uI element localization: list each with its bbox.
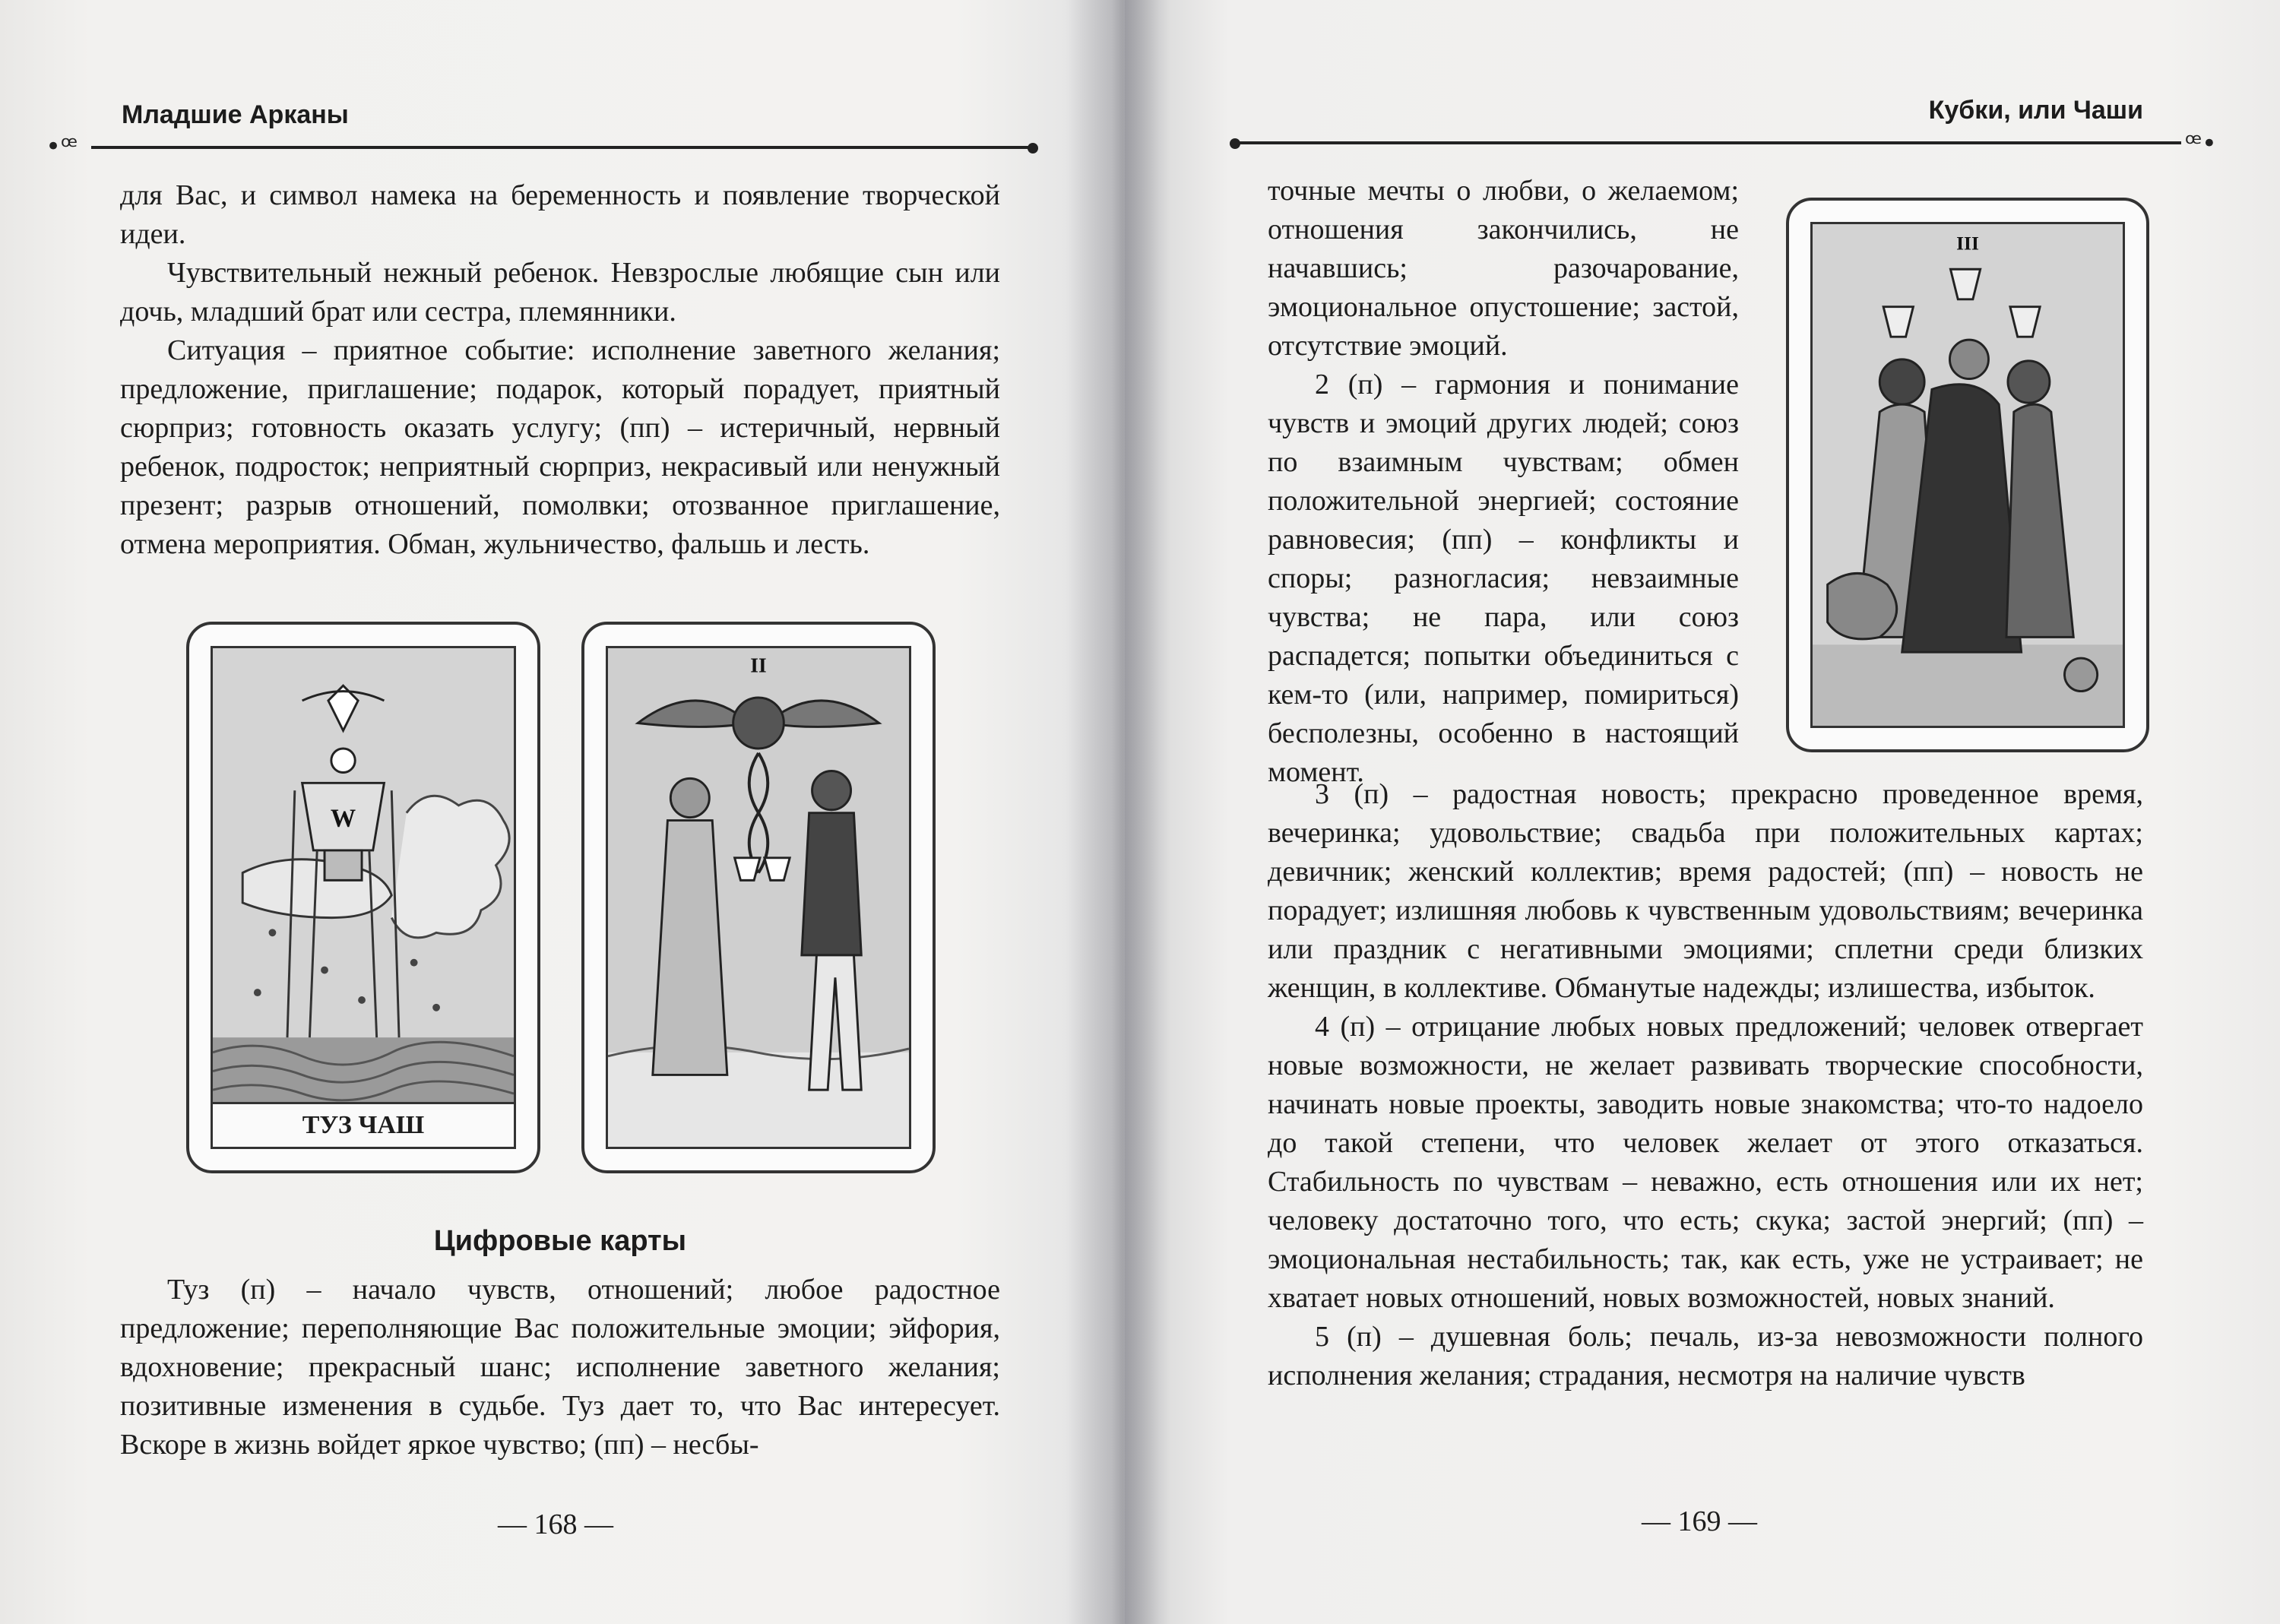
paragraph: Чувствительный нежный ребенок. Невзрослые любящие сын или дочь, младший брат или сестра, племянники. [120,257,1000,328]
card-illustration [606,646,911,1149]
tarot-card-ace-of-cups [186,622,540,1173]
running-head: Кубки, или Чаши [1928,96,2143,125]
running-head: Младшие Арканы [122,100,349,129]
paragraph: 5 (п) – душевная боль; печаль, из-за невозможности полного исполнения желания; страдания, несмотря на наличие чувств [1268,1321,2143,1391]
body-text-bottom [120,1271,1000,1464]
ornament-scroll-icon: ꟹ• [2185,128,2217,159]
header-rule [1235,141,2181,144]
card-illustration [211,646,516,1149]
page-number: — 169 — [1642,1505,1757,1537]
section-heading: Цифровые карты [433,1225,687,1257]
paragraph: 2 (п) – гармония и понимание чувств и эмоций других людей; союз по взаимным чувствам; обмен положительной энергией; состояние равновесия; (пп) – конфликты и споры; разногласия; невзаимные чувства; не пара, или союз распадется; попытки объединиться с кем-то (или, например, помириться) бесполезны, особенно в настоящий момент. [1268,369,1739,788]
two-of-cups-illustration [608,648,909,1147]
tarot-card-three-of-cups [1786,198,2149,752]
ornament-scroll-icon: •ꟹ [46,131,78,162]
page-number: — 168 — [498,1508,613,1540]
tarot-card-two-of-cups [581,622,936,1173]
body-text-wide [1268,775,2143,1395]
paragraph: 3 (п) – радостная новость; прекрасно проведенное время, вечеринка; удовольствие; свадьба при положительных картах; девичник; женский коллектив; время радостей; (пп) – новость не порадует; излишняя любовь к чувственным удовольствиям; вечеринка или праздник с негативными эмоциями; сплетни среди близких женщин, в коллективе. Обманутые надежды; излишества, избыток. [1268,778,2143,1004]
paragraph: Ситуация – приятное событие: исполнение заветного желания; предложение, приглашение; подарок, который порадует, приятный сюрприз; готовность оказать услугу; (пп) – истеричный, нервный ребенок, подросток; неприятный сюрприз, некрасивый или ненужный презент; разрыв отношений, помолвки; отозванное приглашение, отмена мероприятия. Обман, жульничество, фальшь и лесть. [120,334,1000,560]
paragraph: Туз (п) – начало чувств, отношений; любое радостное предложение; переполняющие Вас положительные эмоции; эйфория, вдохновение; прекрасный шанс; исполнение заветного желания; позитивные изменения в судьбе. Туз дает то, что Вас интересует. Вскоре в жизнь войдет яркое чувство; (пп) – несбы- [120,1274,1000,1461]
left-page [0,0,1125,1624]
body-text-narrow [1268,172,1739,792]
card-title: ТУЗ ЧАШ [213,1102,514,1147]
paragraph: для Вас, и символ намека на беременность и появление творческой идеи. [120,179,1000,250]
card-illustration [1810,222,2125,728]
three-of-cups-illustration [1813,224,2123,726]
ace-of-cups-illustration [213,648,514,1147]
card-numeral: II [750,653,767,677]
paragraph: точные мечты о любви, о желаемом; отношения закончились, не начавшись; разочарование, эмоциональное опустошение; застой, отсутствие эмоций. [1268,175,1739,362]
paragraph: 4 (п) – отрицание любых новых предложений; человек отвергает новые возможности, не желает развивать творческие способности, начинать новые проекты, заводить новые знакомства; что-то надоело до такой степени, что человек желает от этого отказаться. Стабильность по чувствам – неважно, есть отношения или их нет; человеку достаточно того, что есть; скука; застой энергий; (пп) – эмоциональная нестабильность; так, как есть, уже не устраивает; не хватает новых отношений, новых возможностей, новых знаний. [1268,1011,2143,1314]
rule-end-dot [1028,143,1038,154]
card-numeral: III [1956,232,1979,255]
header-rule [91,146,1034,149]
gutter-shadow [1064,0,1170,1624]
body-text-top [120,176,1000,564]
svg-text:W: W [330,804,356,833]
